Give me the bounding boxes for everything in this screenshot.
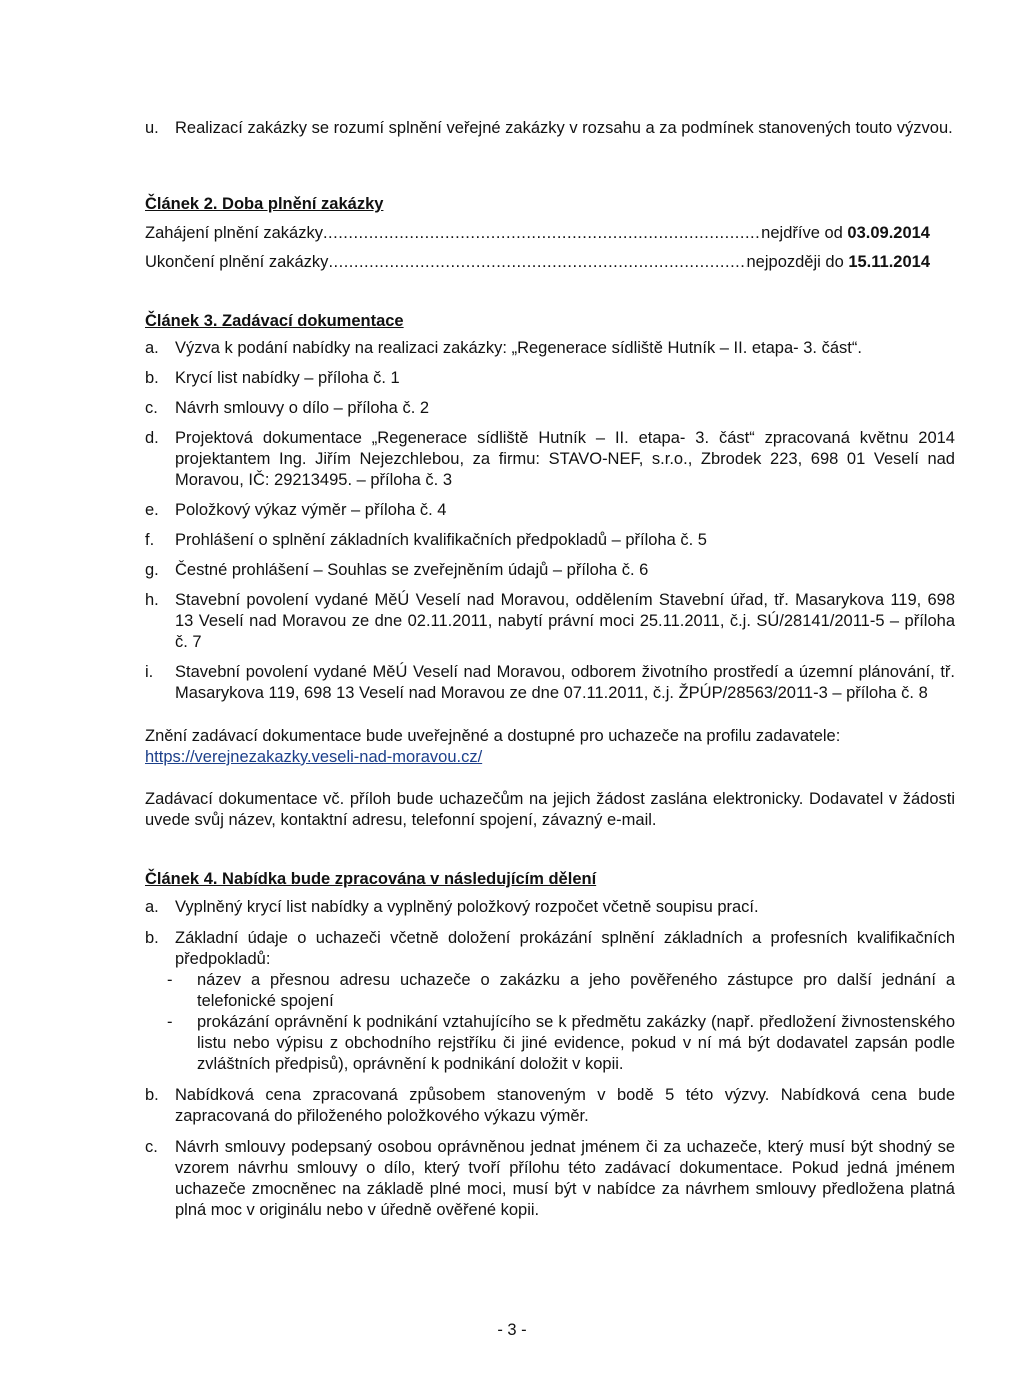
- list-item: [145, 590, 955, 653]
- item-label: e.: [145, 501, 159, 519]
- list-item: [145, 530, 955, 551]
- end-date-row: [145, 252, 930, 273]
- start-date-label: Zahájení plnění zakázky: [145, 224, 323, 242]
- article-3: [145, 311, 955, 831]
- list-item: [145, 662, 955, 704]
- item-label: a.: [145, 339, 159, 357]
- item-label: h.: [145, 591, 159, 609]
- list-item: [145, 897, 955, 918]
- item-text: Stavební povolení vydané MěÚ Veselí nad Moravou, odborem životního prostředí a územní plánování, tř. Masarykova 119, 698 13 Veselí nad Moravou ze dne 07.11.2011, č.j. ŽPÚP/28563/2011-3 – příloha č. 8: [175, 663, 955, 702]
- item-text: Návrh smlouvy o dílo – příloha č. 2: [175, 399, 430, 417]
- article-4: [145, 869, 955, 1221]
- item-text: Vyplněný krycí list nabídky a vyplněný položkový rozpočet včetně soupisu prací.: [175, 898, 759, 916]
- item-label: a.: [145, 898, 159, 916]
- item-label: d.: [145, 429, 159, 447]
- start-date-row: [145, 223, 930, 244]
- article-4-heading: Článek 4. Nabídka bude zpracována v následujícím dělení: [145, 870, 597, 888]
- list-item: [145, 928, 955, 970]
- document-page: [145, 118, 955, 1221]
- article-2-heading: Článek 2. Doba plnění zakázky: [145, 195, 384, 213]
- item-label: i.: [145, 663, 154, 681]
- item-text: Stavební povolení vydané MěÚ Veselí nad Moravou, oddělením Stavební úřad, tř. Masarykova 119, 698 13 Veselí nad Moravou ze dne 02.11.2011, nabytí právní moci 25.11.2011, č.j. SÚ/28141/2011-5 – příloha č. 7: [175, 591, 955, 651]
- end-date-prefix: nejpozději do: [746, 253, 849, 271]
- item-label: g.: [145, 561, 159, 579]
- item-text: Krycí list nabídky – příloha č. 1: [175, 369, 400, 387]
- sub-bullet: [145, 970, 955, 1012]
- page-number: - 3 -: [497, 1321, 527, 1339]
- item-label: c.: [145, 399, 158, 417]
- profile-paragraph: [145, 726, 955, 768]
- bullet-dash: -: [167, 971, 173, 989]
- bullet-dash: -: [167, 1013, 173, 1031]
- list-item: [145, 1085, 955, 1127]
- end-date-label: Ukončení plnění zakázky: [145, 253, 329, 271]
- item-text: Nabídková cena zpracovaná způsobem stanoveným v bodě 5 této výzvy. Nabídková cena bude zapracovaná do přiloženého položkového výkazu výměr.: [175, 1086, 955, 1125]
- item-text: Položkový výkaz výměr – příloha č. 4: [175, 501, 447, 519]
- item-text: Návrh smlouvy podepsaný osobou oprávněnou jednat jménem či za uchazeče, který musí být shodný se vzorem návrhu smlouvy o dílo, který tvoří přílohu této zadávací dokumentace. Pokud jedná jménem uchazeče zmocněnec na základě plné moci, musí být v nabídce za návrhem smlouvy předložena platná plná moc v originálu nebo v úředně ověřené kopii.: [175, 1138, 955, 1219]
- item-label: f.: [145, 531, 155, 549]
- item-text: Realizací zakázky se rozumí splnění veřejné zakázky v rozsahu a za podmínek stanovených touto výzvou.: [175, 119, 953, 137]
- item-label: c.: [145, 1138, 158, 1156]
- article-2: [145, 194, 955, 273]
- list-item: [145, 398, 955, 419]
- profile-link[interactable]: https://verejnezakazky.veseli-nad-moravou.cz/: [145, 748, 483, 766]
- article-3-heading: Článek 3. Zadávací dokumentace: [145, 312, 404, 330]
- item-label: u.: [145, 119, 159, 137]
- item-text: Základní údaje o uchazeči včetně doložení prokázání splnění základních a profesních kvalifikačních předpokladů:: [175, 929, 955, 968]
- list-item: [145, 560, 955, 581]
- item-label: b.: [145, 369, 159, 387]
- item-label: b.: [145, 1086, 159, 1104]
- bullet-text: prokázání oprávnění k podnikání vztahujícího se k předmětu zakázky (např. předložení živnostenského listu nebo výpisu z obchodního rejstříku či jiné evidence, pokud v ní má být dodavatel zapsán podle zvláštních předpisů), oprávnění k podnikání doložit v kopii.: [197, 1013, 955, 1073]
- item-text: Výzva k podání nabídky na realizaci zakázky: „Regenerace sídliště Hutník – II. etapa- 3. část“.: [175, 339, 862, 357]
- bullet-text: název a přesnou adresu uchazeče o zakázku a jeho pověřeného zástupce pro další jednání a telefonické spojení: [197, 971, 955, 1010]
- item-text: Čestné prohlášení – Souhlas se zveřejněním údajů – příloha č. 6: [175, 561, 649, 579]
- list-item: [145, 428, 955, 491]
- item-text: Projektová dokumentace „Regenerace sídliště Hutník – II. etapa- 3. část“ zpracovaná květnu 2014 projektantem Ing. Jiřím Nejezchlebou, za firmu: STAVO-NEF, s.r.o., Zbrodek 223, 698 01 Veselí nad Moravou, IČ: 29213495. – příloha č. 3: [175, 429, 955, 489]
- request-paragraph: Zadávací dokumentace vč. příloh bude uchazečům na jejich žádost zaslána elektronicky. Dodavatel v žádosti uvede svůj název, kontaktní adresu, telefonní spojení, závazný e-mail.: [145, 790, 955, 829]
- list-item: [145, 368, 955, 389]
- sub-bullet: [145, 1012, 955, 1075]
- list-item: [145, 1137, 955, 1221]
- list-item: [145, 500, 955, 521]
- profile-text: Znění zadávací dokumentace bude uveřejněné a dostupné pro uchazeče na profilu zadavatele:: [145, 727, 841, 745]
- item-text: Prohlášení o splnění základních kvalifikačních předpokladů – příloha č. 5: [175, 531, 707, 549]
- intro-item: [145, 118, 955, 139]
- start-date-prefix: nejdříve od: [761, 224, 848, 242]
- item-label: b.: [145, 929, 159, 947]
- dot-leader: [323, 223, 761, 244]
- dot-leader: [328, 252, 746, 273]
- end-date-value: 15.11.2014: [848, 253, 930, 271]
- start-date-value: 03.09.2014: [847, 224, 930, 242]
- list-item: [145, 338, 955, 359]
